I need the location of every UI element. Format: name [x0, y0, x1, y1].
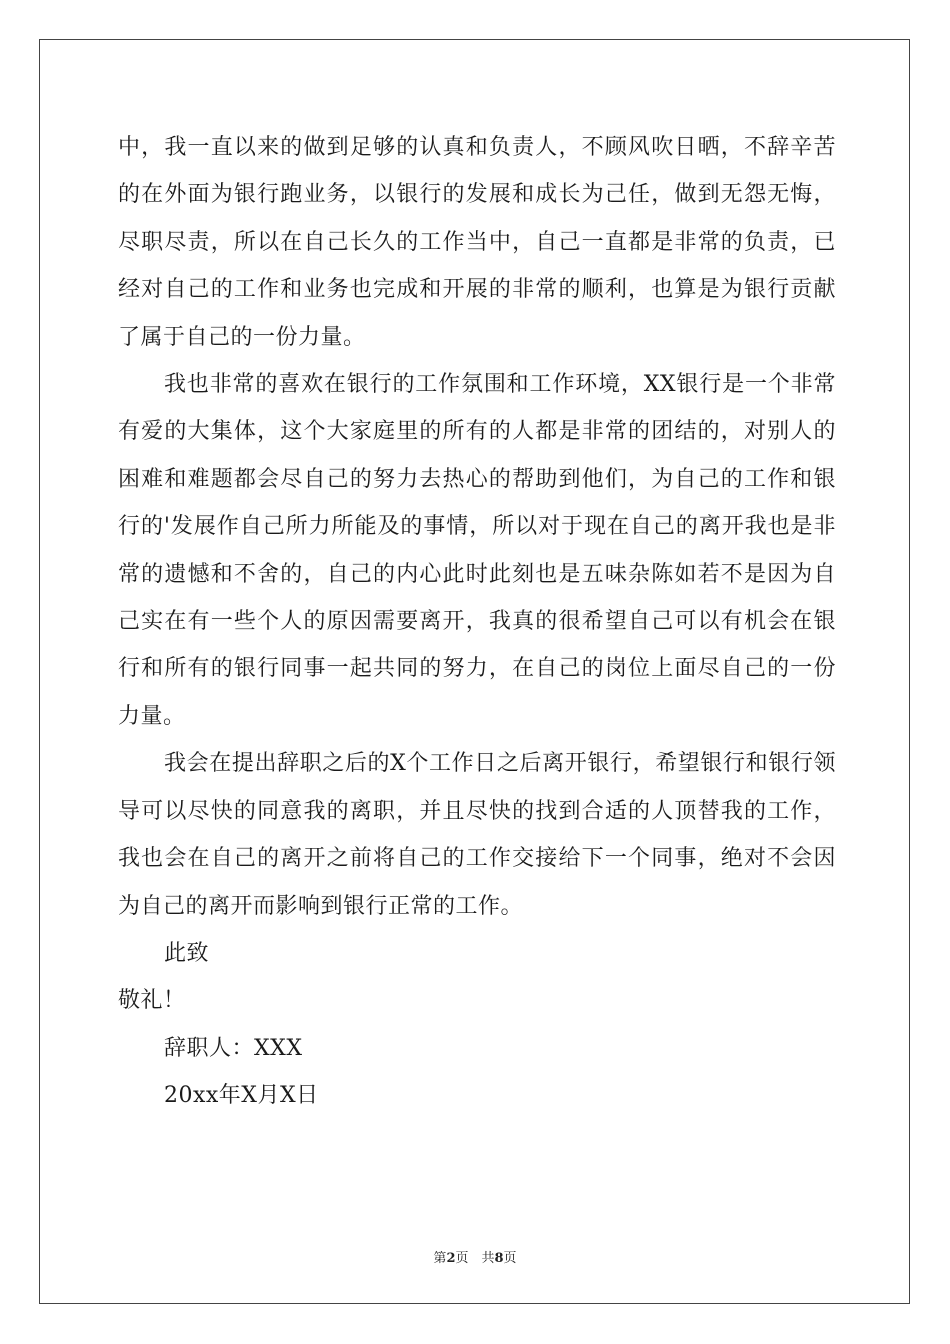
page-prefix: 第: [433, 1251, 447, 1266]
page-footer: [0, 1247, 950, 1266]
page-current: 2: [446, 1251, 456, 1266]
paragraph-work-environment: 我也非常的喜欢在银行的工作氛围和工作环境，XX银行是一个非常有爱的大集体，这个大家庭里的所有的人都是非常的团结的，对别人的困难和难题都会尽自己的努力去热心的帮助到他们，为自己的工作和银行的'发展作自己所力所能及的事情，所以对于现在自己的离开我也是非常的遗憾和不舍的，自己的内心此时此刻也是五味杂陈如若不是因为自己实在有一些个人的原因需要离开，我真的很希望自己可以有机会在银行和所有的银行同事一起共同的努力，在自己的岗位上面尽自己的一份力量。: [118, 372, 836, 729]
page-mid: 页 共: [455, 1251, 495, 1266]
page-total: 8: [494, 1251, 504, 1266]
page-suffix: 页: [503, 1251, 517, 1266]
closing-salutation: 此致: [164, 940, 210, 966]
paragraph-handover: 我会在提出辞职之后的X个工作日之后离开银行，希望银行和银行领导可以尽快的同意我的离职，并且尽快的找到合适的人顶替我的工作，我也会在自己的离开之前将自己的工作交接给下一个同事，绝对不会因为自己的离开而影响到银行正常的工作。: [118, 751, 836, 919]
letter-body: [118, 124, 836, 1120]
paragraph-responsibility: 中，我一直以来的做到足够的认真和负责人，不顾风吹日晒，不辞辛苦的在外面为银行跑业务，以银行的发展和成长为己任，做到无怨无悔，尽职尽责，所以在自己长久的工作当中，自己一直都是非常的负责，已经对自己的工作和业务也完成和开展的非常的顺利，也算是为银行贡献了属于自己的一份力量。: [118, 135, 836, 350]
date-line: 20xx年X月X日: [164, 1083, 319, 1109]
signature-line: 辞职人：XXX: [164, 1035, 303, 1061]
closing-respect: 敬礼！: [118, 988, 186, 1014]
